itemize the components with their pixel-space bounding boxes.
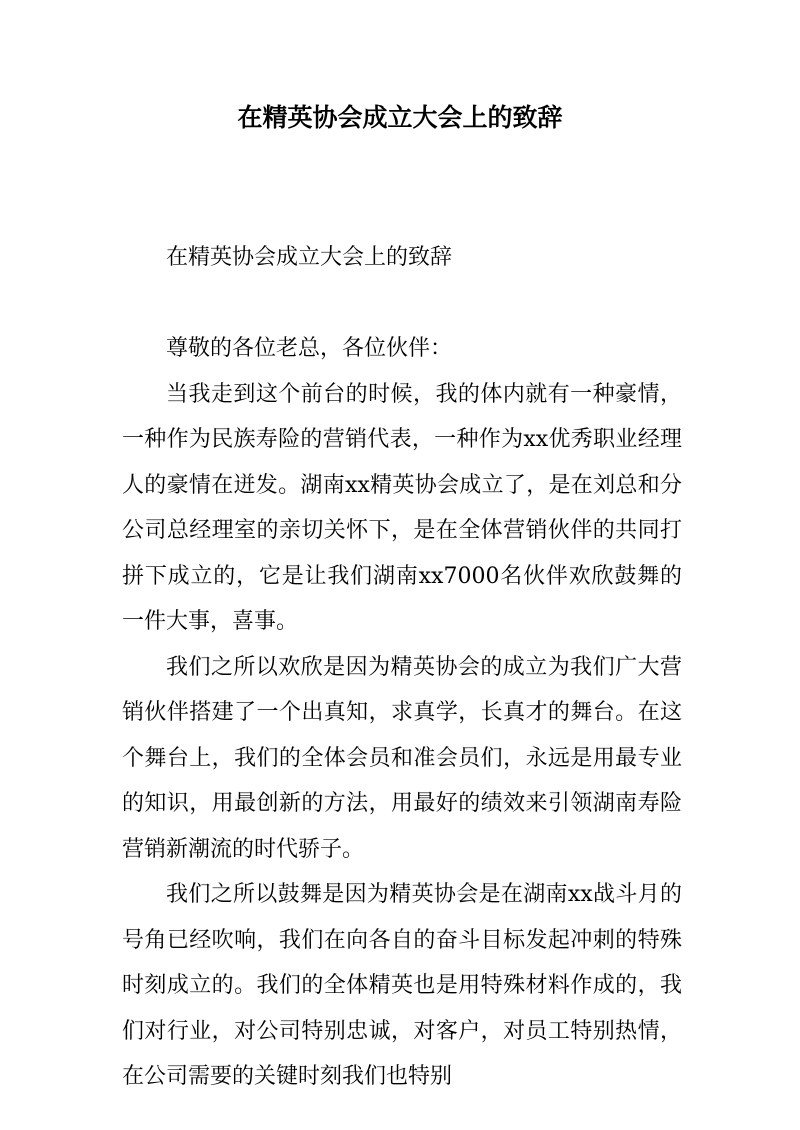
- document-body: [122, 235, 682, 1100]
- paragraph: 我们之所以欢欣是因为精英协会的成立为我们广大营销伙伴搭建了一个出真知，求真学，长真才的舞台。在这个舞台上，我们的全体会员和准会员们，永远是用最专业的知识，用最创新的方法，用最好的绩效来引领湖南寿险营销新潮流的时代骄子。: [122, 654, 682, 862]
- document-title: 在精英协会成立大会上的致辞: [237, 103, 563, 132]
- paragraph: 当我走到这个前台的时候，我的体内就有一种豪情，一种作为民族寿险的营销代表，一种作为xx优秀职业经理人的豪情在迸发。湖南xx精英协会成立了，是在刘总和分公司总经理室的亲切关怀下，是在全体营销伙伴的共同打拼下成立的，它是让我们湖南xx7000名伙伴欢欣鼓舞的一件大事，喜事。: [122, 381, 682, 634]
- blank-line: [122, 281, 682, 327]
- paragraph: 我们之所以鼓舞是因为精英协会是在湖南xx战斗月的号角已经吹响，我们在向各自的奋斗目标发起冲刺的特殊时刻成立的。我们的全体精英也是用特殊材料作成的，我们对行业，对公司特别忠诚，对客户，对员工特别热情，在公司需要的关键时刻我们也特别: [122, 882, 682, 1089]
- salutation: 尊敬的各位老总，各位伙伴：: [166, 336, 453, 361]
- document-subtitle: 在精英协会成立大会上的致辞: [166, 245, 453, 270]
